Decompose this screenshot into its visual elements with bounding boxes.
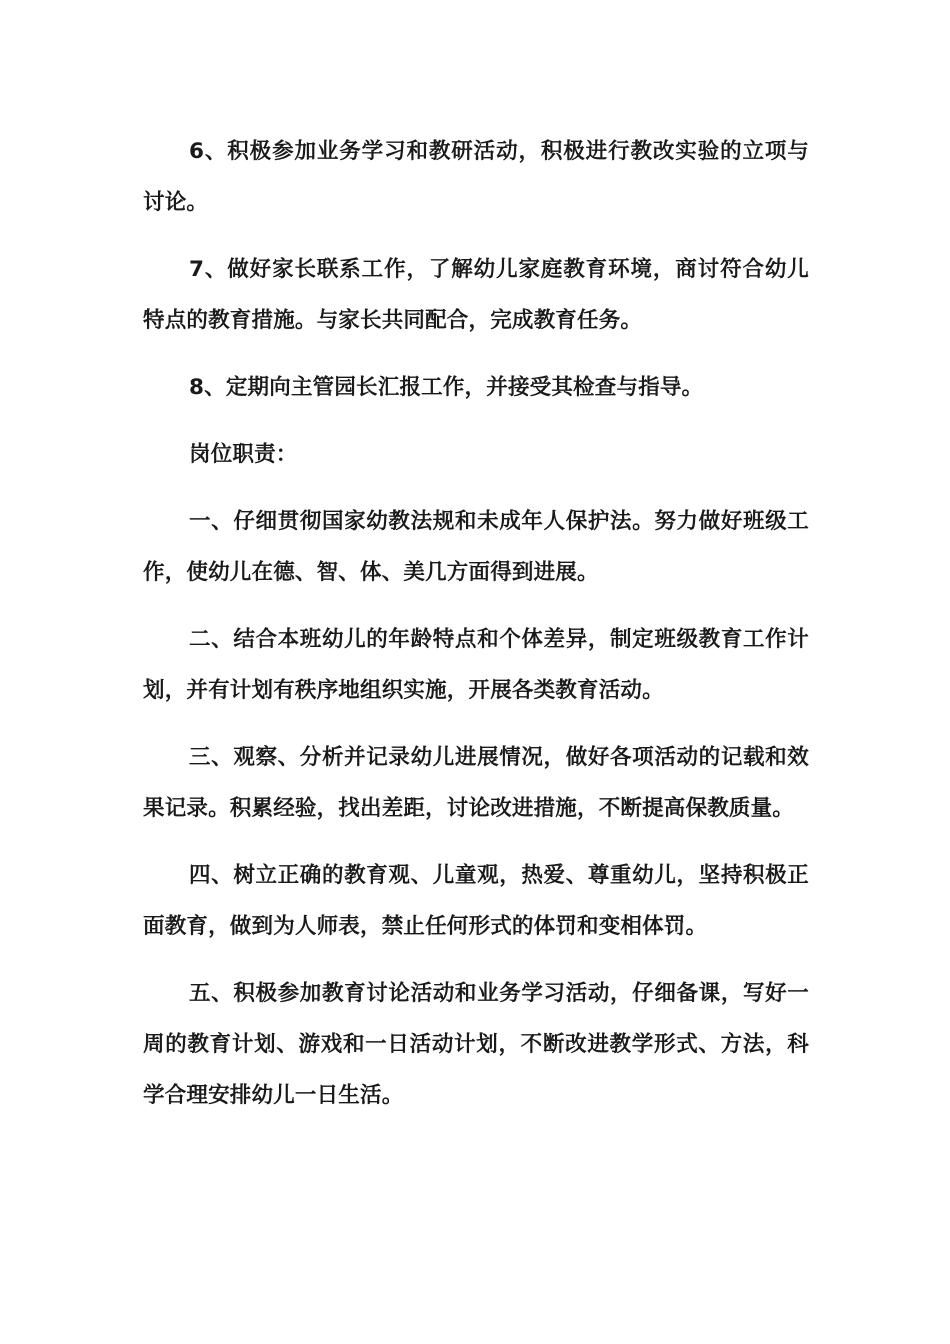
duty-item-5: 五、积极参加教育讨论活动和业务学习活动，仔细备课，写好一周的教育计划、游戏和一日活动计划，不断改进教学形式、方法，科学合理安排幼儿一日生活。 — [143, 981, 809, 1108]
duty-item-3: 三、观察、分析并记录幼儿进展情况，做好各项活动的记载和效果记录。积累经验，找出差距，讨论改进措施，不断提高保教质量。 — [143, 745, 809, 821]
duty-item-2: 二、结合本班幼儿的年龄特点和个体差异，制定班级教育工作计划，并有计划有秩序地组织实施，开展各类教育活动。 — [143, 627, 809, 703]
paragraph-item-6: 6、积极参加业务学习和教研活动，积极进行教改实验的立项与讨论。 — [143, 139, 809, 215]
paragraph-item-7: 7、做好家长联系工作，了解幼儿家庭教育环境，商讨符合幼儿特点的教育措施。与家长共同配合，完成教育任务。 — [143, 257, 809, 333]
duty-item-1: 一、仔细贯彻国家幼教法规和未成年人保护法。努力做好班级工作，使幼儿在德、智、体、美几方面得到进展。 — [143, 509, 809, 585]
section-heading-duties: 岗位职责： — [189, 442, 298, 467]
paragraph-item-8: 8、定期向主管园长汇报工作，并接受其检查与指导。 — [189, 375, 704, 400]
document-body — [143, 126, 809, 1121]
duty-item-4: 四、树立正确的教育观、儿童观，热爱、尊重幼儿，坚持积极正面教育，做到为人师表，禁止任何形式的体罚和变相体罚。 — [143, 863, 809, 939]
